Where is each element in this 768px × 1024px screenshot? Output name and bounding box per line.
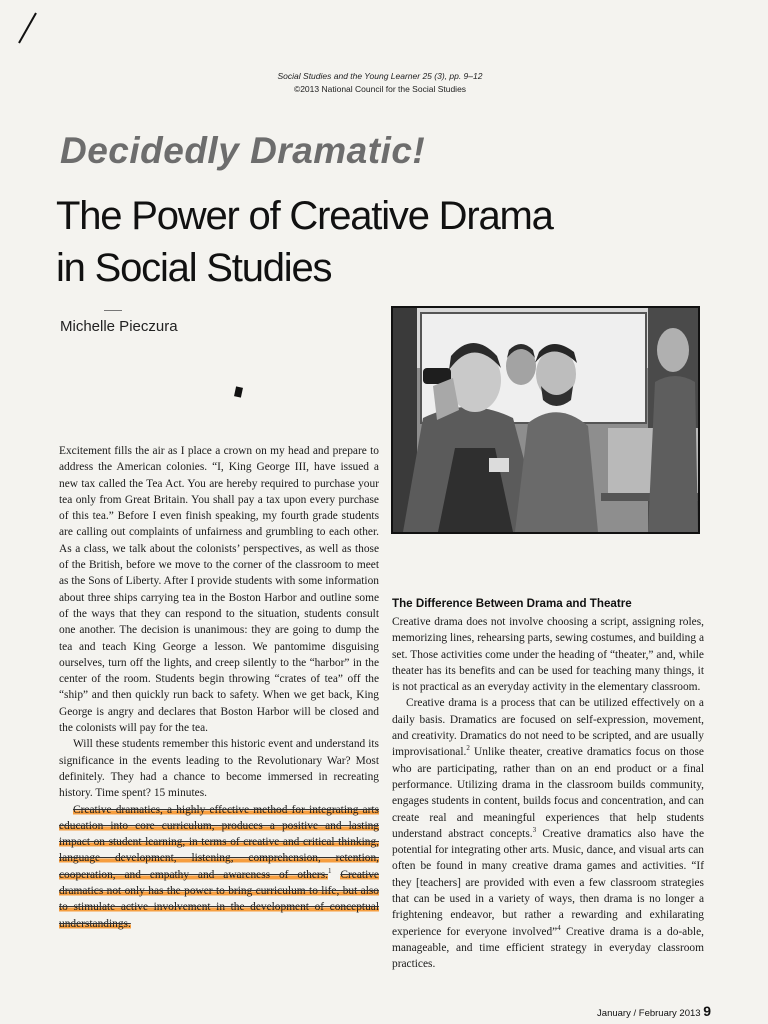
paragraph-5-part-a: Creative drama is a process that can be utilized effectively on a daily basis. Dramatics are focused on self-expression, movement, and creativity. Dramatics do not need to be scripted, and are usually improvisational.: [392, 697, 704, 759]
section-heading: The Difference Between Drama and Theatre: [392, 597, 632, 610]
paragraph-5: [392, 695, 704, 972]
byline-rule: [104, 310, 122, 311]
footnote-ref-2: 2: [466, 744, 470, 753]
paragraph-2: Will these students remember this historic event and understand its significance in the events leading to the Revolutionary War? Most definitely. They had a chance to become immersed in recreating history. Time spent? 15 minutes.: [59, 738, 379, 800]
footnote-ref-4: 4: [557, 923, 561, 932]
title-line-2: in Social Studies: [56, 246, 332, 290]
highlighted-text-1: Creative dramatics, a highly effective method for integrating arts education into core curriculum, produces a positive and lasting impact on student learning, in terms of creative and critical thinking, language development, listening, comprehension, retention, cooperation, and empathy and awareness of others.: [59, 803, 379, 881]
footnote-ref-3: 3: [532, 826, 537, 835]
right-column: [392, 596, 704, 973]
paragraph-3: [59, 802, 379, 932]
author-byline: Michelle Pieczura: [60, 318, 178, 335]
left-column: [59, 443, 379, 932]
page-number: 9: [703, 1003, 711, 1019]
article-title: [56, 190, 656, 294]
paragraph-4: Creative drama does not involve choosing a script, assigning roles, memorizing lines, rehearsing parts, sewing costumes, and building a set. Those activities come under the heading of “theater,” and, while theater has its benefits and can be used for teaching many things, it is not practical as an everyday activity in the elementary classroom.: [392, 616, 704, 694]
title-line-1: The Power of Creative Drama: [56, 194, 553, 238]
pen-slash-mark: [14, 10, 40, 46]
ink-mark: [234, 386, 243, 397]
paragraph-5-part-c: Creative dramatics also have the potential for integrating other arts. Music, dance, and visual arts can often be found in many creative drama games and activities. “If they [teachers] are provided with even a few classroom strategies that can be used in a variety of ways, then drama is no longer a frightening endeavor, but rather a rewarding and exhilarating experience for everyone involved”: [392, 827, 704, 938]
citation-header: [250, 70, 510, 96]
classroom-photo: [391, 306, 700, 534]
paragraph-1: Excitement fills the air as I place a crown on my head and prepare to address the American colonies. “I, King George III, have issued a new tax called the Tea Act. You are hereby required to purchase your tea only from Great Britain. You shall pay a tax upon every purchase of this tea.” Before I even finish speaking, my fourth grade students are calling out complaints of unfairness and grumbling to each other. As a class, we talk about the colonists’ perspectives, as well as those of the British, before we move to the corner of the classroom to meet as the Sons of Liberty. After I provide students with some information about three ships carrying tea in the Boston Harbor and outline some of the ways that they can respond to the situation, students consult one another. The decision is unanimous: they are going to dump the tea and teach King George a lesson. We pantomime disguising ourselves, turn off the lights, and creep silently to the “harbor” in the center of the room. Students begin throwing “crates of tea” off the “ship” and then quickly run back to safety. When we get back, King George is angry and declares that Boston Harbor will be closed and the colonists will pay for the tea.: [59, 445, 379, 735]
issue-date: January / February 2013: [597, 1008, 701, 1019]
highlighted-text-2: Creative dramatics not only has the power to bring curriculum to life, but also to stimulate active involvement in the development of conceptual understandings.: [59, 868, 379, 930]
footnote-ref-1: 1: [328, 866, 332, 875]
paragraph-5-part-b: Unlike theater, creative dramatics focus on those who are participating, rather than on an end product or a final performance. Utilizing drama in the classroom builds community, engages students in content, builds focus and concentration, and can create real and meaningful experiences that help students understand abstract concepts.: [392, 746, 704, 840]
article-kicker: Decidedly Dramatic!: [60, 130, 426, 171]
page-footer: [597, 1003, 711, 1019]
paragraph-5-part-d: Creative drama is a do-able, manageable, and time efficient strategy in everyday classroom practices.: [392, 925, 704, 971]
citation-journal: Social Studies and the Young Learner 25 (3), pp. 9–12: [277, 71, 483, 81]
citation-copyright: ©2013 National Council for the Social Studies: [293, 84, 467, 94]
